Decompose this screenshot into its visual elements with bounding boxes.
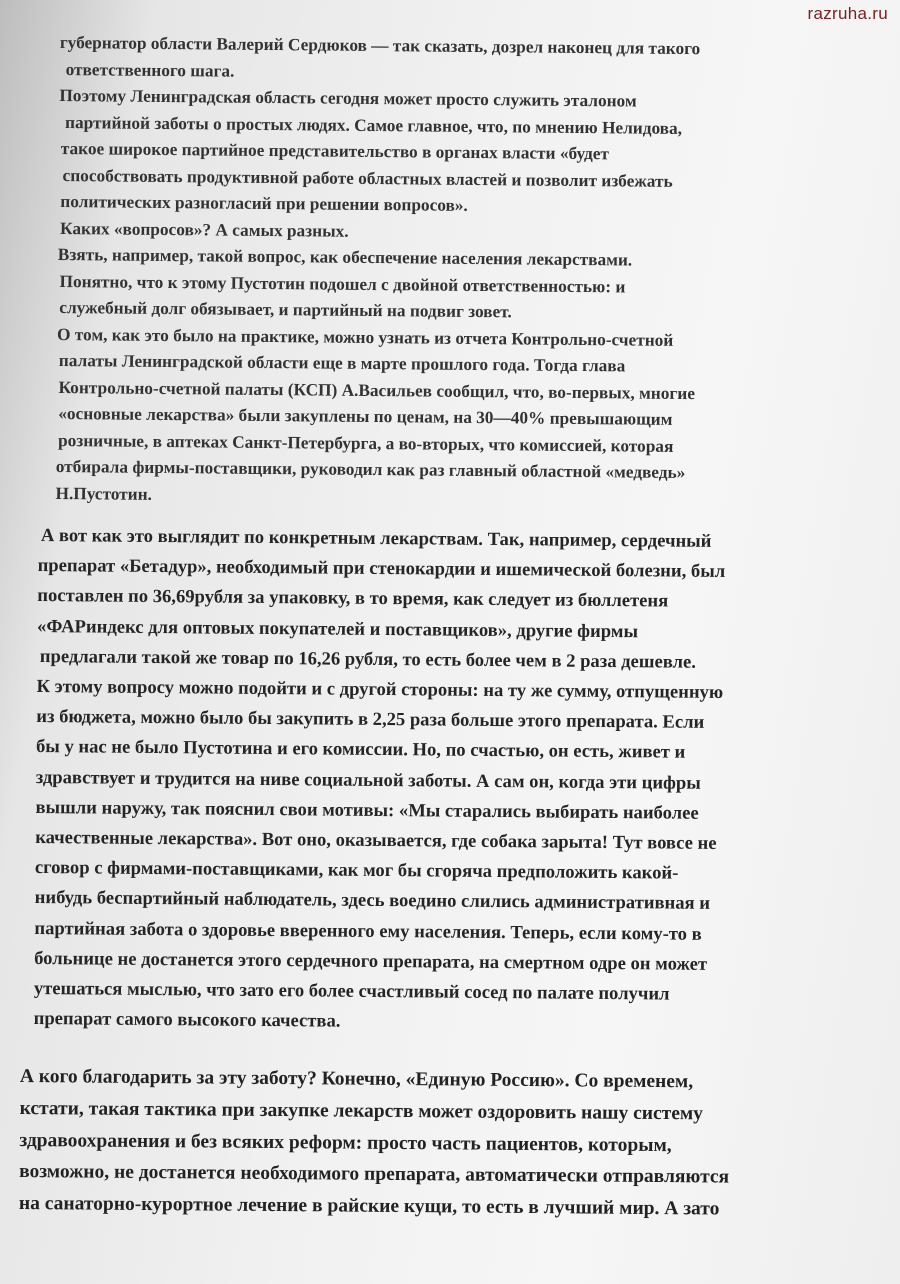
text-line: ответственного шага. xyxy=(65,59,235,81)
text-line: утешаться мыслью, что зато его более счастливый сосед по палате получил xyxy=(33,978,670,1005)
text-line: Взять, например, такой вопрос, как обеспечение населения лекарствами. xyxy=(57,244,633,270)
text-line: палаты Ленинградской области еще в марте прошлого года. Тогда глава xyxy=(58,351,626,376)
text-line: «основные лекарства» были закуплены по ценам, на 30—40% превышающим xyxy=(58,404,673,429)
text-line: из бюджета, можно было бы закупить в 2,25 раза больше этого препарата. Если xyxy=(36,706,705,734)
text-line: кстати, такая тактика при закупке лекарств может оздоровить нашу систему xyxy=(19,1097,704,1125)
text-line: К этому вопросу можно подойти и с другой стороны: на ту же сумму, отпущенную xyxy=(36,676,724,704)
text-line: на санаторно-курортное лечение в райские кущи, то есть в лучший мир. А зато xyxy=(18,1193,720,1220)
text-line: Понятно, что к этому Пустотин подошел с двойной ответственностью: и xyxy=(59,271,626,296)
text-line: «ФАРиндекс для оптовых покупателей и поставщиков», другие фирмы xyxy=(36,615,639,642)
text-line: отбирала фирмы-поставщики, руководил как раз главный областной «медведь» xyxy=(55,456,686,483)
text-line: Поэтому Ленинградская область сегодня может просто служить эталоном xyxy=(59,85,637,111)
text-line: поставлен по 36,69рубля за упаковку, в то время, как следует из бюллетеня xyxy=(37,585,669,612)
text-line: политических разногласий при решении вопросов». xyxy=(60,192,468,215)
text-line: предлагали такой же товар по 16,26 рубля, то есть более чем в 2 раза дешевле. xyxy=(39,645,697,673)
paragraph-block-bottom xyxy=(19,1061,730,1226)
text-line: способствовать продуктивной работе областных властей и позволит избежать xyxy=(62,165,673,191)
text-line: Н.Пустотин. xyxy=(55,483,153,504)
text-line: нибудь беспартийный наблюдатель, здесь воедино слились административная и xyxy=(34,887,711,915)
site-watermark: razruha.ru xyxy=(807,4,888,23)
text-line: А кого благодарить за эту заботу? Конечно, «Единую Россию». Со временем, xyxy=(19,1065,694,1093)
text-line: качественные лекарства». Вот оно, оказывается, где собака зарыта! Тут вовсе не xyxy=(35,827,717,854)
text-line: А вот как это выглядит по конкретным лекарствам. Так, например, сердечный xyxy=(40,525,712,552)
text-line: розничные, в аптеках Санкт-Петербурга, а во-вторых, что комиссией, которая xyxy=(57,430,674,456)
text-line: вышли наружу, так пояснил свои мотивы: «Мы старались выбирать наиболее xyxy=(35,796,699,824)
text-line: Контрольно-счетной палаты (КСП) А.Васильев сообщил, что, во-первых, многие xyxy=(58,377,696,403)
text-line: Каких «вопросов»? А самых разных. xyxy=(60,218,349,241)
text-line: служебный долг обязывает, и партийный на подвиг зовет. xyxy=(59,298,512,322)
paragraph-block-middle xyxy=(34,521,726,1040)
text-line: больнице не достанется этого сердечного препарата, на смертном одре он может xyxy=(34,947,708,975)
paragraph-block-top xyxy=(55,30,700,513)
text-line: партийная забота о здоровье вверенного ему населения. Теперь, если кому-то в xyxy=(34,917,702,945)
text-line: сговор с фирмами-поставщиками, как мог бы сгоряча предположить какой- xyxy=(34,857,679,884)
text-line: О том, как это было на практике, можно узнать из отчета Контрольно-счетной xyxy=(56,324,674,350)
text-line: препарат самого высокого качества. xyxy=(33,1008,341,1032)
text-line: такое широкое партийное представительство в органах власти «будет xyxy=(60,139,610,164)
text-line: здравоохранения и без всяких реформ: просто часть пациентов, которым, xyxy=(19,1129,672,1156)
text-line: здравствует и трудится на ниве социальной заботы. А сам он, когда эти цифры xyxy=(35,766,701,794)
text-line: бы у нас не было Пустотина и его комиссии. Но, по счастью, он есть, живет и xyxy=(35,736,686,764)
text-line: партийной заботы о простых людях. Самое главное, что, по мнению Нелидова, xyxy=(65,112,683,138)
text-line: губернатор области Валерий Сердюков — так сказать, дозрел наконец для такого xyxy=(59,32,701,59)
text-line: препарат «Бетадур», необходимый при стенокардии и ишемической болезни, был xyxy=(37,555,726,583)
text-line: возможно, не достанется необходимого препарата, автоматически отправляются xyxy=(19,1161,730,1188)
